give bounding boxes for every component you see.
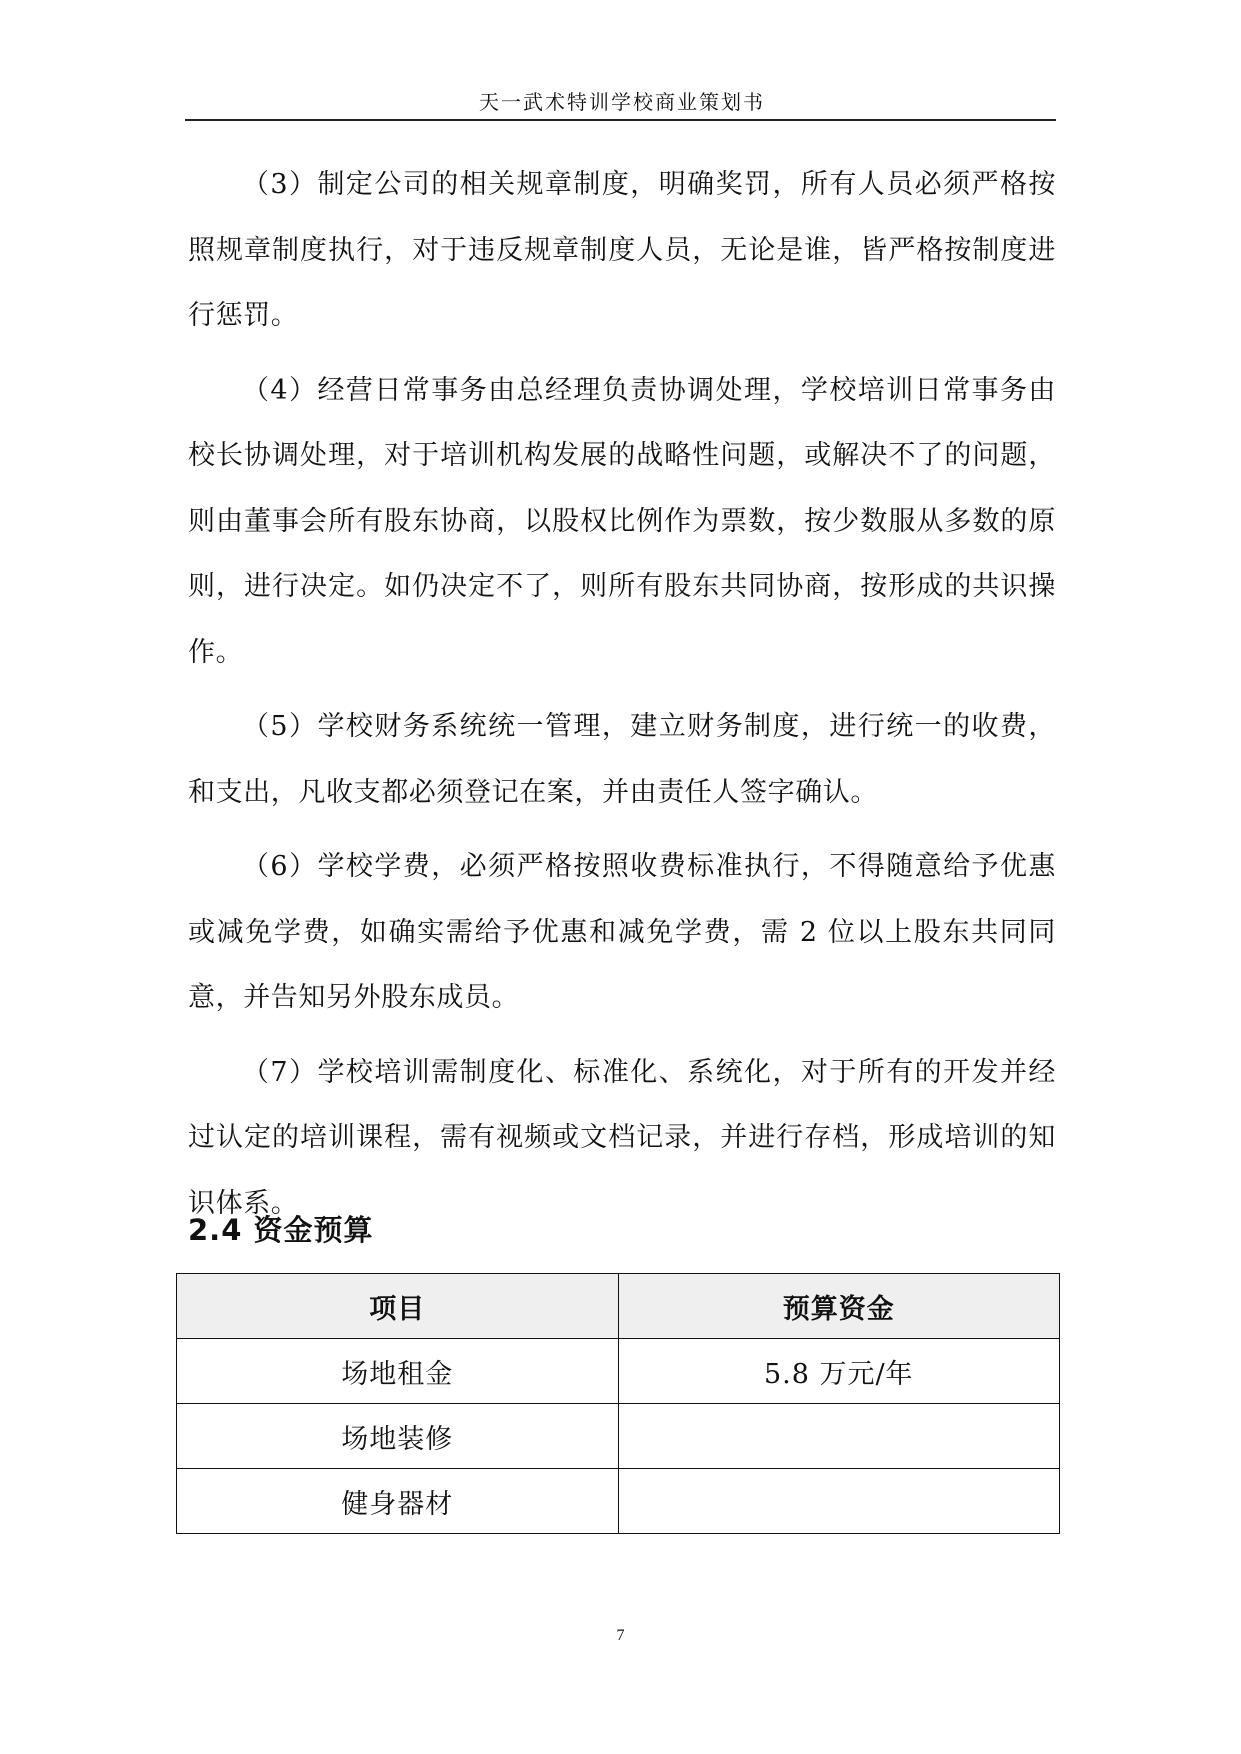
paragraph-rule-5: （5）学校财务系统统一管理，建立财务制度，进行统一的收费，和支出，凡收支都必须登记在案，并由责任人签字确认。 <box>188 711 1056 808</box>
table-header-row <box>177 1274 1060 1339</box>
paragraph-rule-6: （6）学校学费，必须严格按照收费标准执行，不得随意给予优惠或减免学费，如确实需给予优惠和减免学费，需 2 位以上股东共同同意，并告知另外股东成员。 <box>188 851 1056 1013</box>
section-heading: 2.4 资金预算 <box>188 1213 374 1247</box>
table-row <box>177 1339 1060 1404</box>
table-row <box>177 1404 1060 1469</box>
budget-table <box>176 1273 1060 1534</box>
table-row <box>177 1469 1060 1534</box>
table-cell-budget <box>618 1469 1060 1534</box>
running-header: 天一武术特训学校商业策划书 <box>479 90 765 114</box>
table-cell-item: 场地租金 <box>177 1339 619 1404</box>
table-cell-budget <box>618 1404 1060 1469</box>
body-text <box>188 152 1056 1245</box>
header-rule <box>185 119 1056 121</box>
paragraph-rule-7: （7）学校培训需制度化、标准化、系统化，对于所有的开发并经过认定的培训课程，需有视频或文档记录，并进行存档，形成培训的知识体系。 <box>188 1056 1056 1219</box>
table-cell-item: 健身器材 <box>177 1469 619 1534</box>
table-cell-budget: 5.8 万元/年 <box>618 1339 1060 1404</box>
paragraph-rule-4: （4）经营日常事务由总经理负责协调处理，学校培训日常事务由校长协调处理，对于培训机构发展的战略性问题，或解决不了的问题，则由董事会所有股东协商，以股权比例作为票数，按少数服从多数的原则，进行决定。如仍决定不了，则所有股东共同协商，按形成的共识操作。 <box>188 374 1056 668</box>
table-cell-item: 场地装修 <box>177 1404 619 1469</box>
page-number: 7 <box>616 1627 625 1644</box>
column-header-budget: 预算资金 <box>618 1274 1060 1339</box>
column-header-item: 项目 <box>177 1274 619 1339</box>
paragraph-rule-3: （3）制定公司的相关规章制度，明确奖罚，所有人员必须严格按照规章制度执行，对于违反规章制度人员，无论是谁，皆严格按制度进行惩罚。 <box>188 169 1056 331</box>
